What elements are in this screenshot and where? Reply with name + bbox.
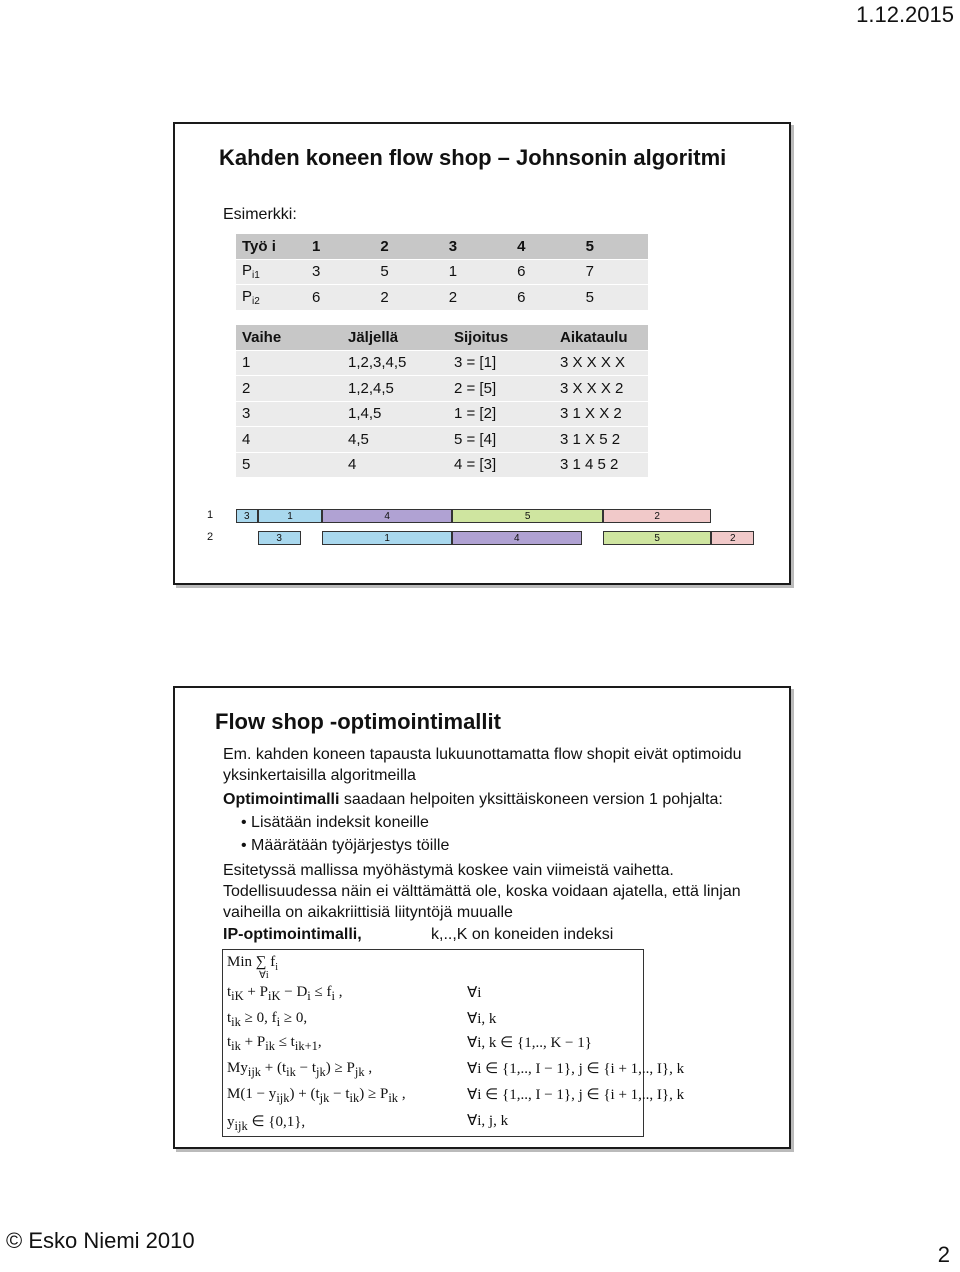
constraint-formula: $My_{ijk} + (t_{ik} - t_{jk}) \ge P_{jk}$ , <box>227 1060 373 1079</box>
gantt-job-bar: 3 <box>258 531 301 545</box>
table-cell: 5 <box>374 259 442 285</box>
table-cell: 7 <box>580 259 648 285</box>
gantt-machine-label: 1 <box>207 509 214 521</box>
table-header-cell: Aikataulu <box>554 325 648 350</box>
table-cell: 4 <box>236 427 342 453</box>
table-cell: 3 1 X X 2 <box>554 401 648 427</box>
jobs-table <box>236 234 648 311</box>
bullet-item: • Määrätään työjärjestys töille <box>241 837 450 854</box>
ip-note: k,..,K on koneiden indeksi <box>431 926 614 943</box>
table-row <box>236 259 648 285</box>
table-cell: 1 <box>236 350 342 376</box>
constraint-formula: $t_{iK} + P_{iK} - D_i \le f_i$ , <box>227 984 343 1003</box>
table-header-cell: Työ i <box>236 234 306 259</box>
table-cell: 2 = [5] <box>448 376 554 402</box>
table-row <box>236 376 648 402</box>
constraint-formula: $y_{ijk}$ ∈ {0,1}, <box>227 1114 306 1133</box>
bullet-item: • Lisätään indeksit koneille <box>241 814 429 831</box>
table-cell: 2 <box>443 285 511 311</box>
table-row <box>236 285 648 311</box>
gantt-job-bar: 4 <box>322 509 452 523</box>
table-header-cell: Sijoitus <box>448 325 554 350</box>
slide-title: Kahden koneen flow shop – Johnsonin algoritmi <box>219 145 727 170</box>
table-header-cell: Vaihe <box>236 325 342 350</box>
gantt-job-bar: 2 <box>603 509 711 523</box>
gantt-chart <box>175 509 789 559</box>
gantt-job-bar: 3 <box>236 509 258 523</box>
table-cell: 5 = [4] <box>448 427 554 453</box>
table-header-cell: 3 <box>443 234 511 259</box>
gantt-job-bar: 1 <box>322 531 452 545</box>
table-header-cell: 2 <box>374 234 442 259</box>
constraint-domain: ∀i ∈ {1,.., I − 1}, j ∈ {i + 1,.., I}, k <box>467 1061 685 1077</box>
steps-table <box>236 325 648 478</box>
constraint-domain: ∀i ∈ {1,.., I − 1}, j ∈ {i + 1,.., I}, k <box>467 1087 685 1103</box>
table-header-cell: 1 <box>306 234 374 259</box>
table-cell: 6 <box>511 285 579 311</box>
gantt-job-bar: 5 <box>603 531 711 545</box>
gantt-job-bar: 1 <box>258 509 323 523</box>
table-cell: 6 <box>511 259 579 285</box>
table-cell: 4 <box>342 452 448 478</box>
table-cell: 3 1 X 5 2 <box>554 427 648 453</box>
page-date: 1.12.2015 <box>856 2 954 27</box>
table-row <box>236 401 648 427</box>
table-cell: 1,2,4,5 <box>342 376 448 402</box>
objective-under: ∀i <box>259 970 269 981</box>
table-row <box>236 427 648 453</box>
gantt-machine-label: 2 <box>207 531 214 543</box>
row-label: $P_{i2}$ <box>236 285 306 311</box>
bold-term: Optimointimalli <box>223 791 340 808</box>
table-header-row <box>236 325 648 350</box>
table-header-cell: Jäljellä <box>342 325 448 350</box>
table-cell: 3 <box>306 259 374 285</box>
ip-label: IP-optimointimalli, <box>223 926 362 943</box>
slide-intro: Esimerkki: <box>223 206 297 223</box>
gantt-job-bar: 4 <box>452 531 582 545</box>
table-header-cell: 5 <box>580 234 648 259</box>
paragraph: Em. kahden koneen tapausta lukuunottamatta flow shopit eivät optimoidu yksinkertaisilla algoritmeilla <box>223 746 742 784</box>
paragraph-text: saadaan helpoiten yksittäiskoneen version 1 pohjalta: <box>339 791 723 808</box>
table-cell: 1,4,5 <box>342 401 448 427</box>
table-cell: 5 <box>580 285 648 311</box>
table-row <box>236 452 648 478</box>
table-cell: 3 <box>236 401 342 427</box>
slide-flowshop-models <box>173 686 791 1149</box>
constraint-formula: $t_{ik} + P_{ik} \le t_{ik+1}$, <box>227 1034 322 1053</box>
table-cell: 4,5 <box>342 427 448 453</box>
table-cell: 3 = [1] <box>448 350 554 376</box>
constraint-domain: ∀i, k <box>467 1011 497 1027</box>
constraint-domain: ∀i, j, k <box>467 1113 509 1129</box>
table-header-cell: 4 <box>511 234 579 259</box>
copyright: © Esko Niemi 2010 <box>6 1228 195 1253</box>
objective-formula: Min ∑ $f_i$ <box>227 954 278 973</box>
table-cell: 4 = [3] <box>448 452 554 478</box>
table-cell: 1,2,3,4,5 <box>342 350 448 376</box>
table-cell: 3 1 4 5 2 <box>554 452 648 478</box>
page-number: 2 <box>937 1242 950 1267</box>
constraint-domain: ∀i, k ∈ {1,.., K − 1} <box>467 1035 592 1051</box>
constraint-domain: ∀i <box>467 985 482 1001</box>
row-label: $P_{i1}$ <box>236 259 306 285</box>
table-cell: 2 <box>374 285 442 311</box>
gantt-job-bar: 5 <box>452 509 603 523</box>
gantt-job-bar: 2 <box>711 531 754 545</box>
table-cell: 1 <box>443 259 511 285</box>
paragraph: Esitetyssä mallissa myöhästymä koskee vain viimeistä vaihetta. Todellisuudessa näin ei välttämättä ole, koska voidaan ajatella, että linjan vaiheilla on aikakriittisiä liityntöjä muualle <box>223 862 741 921</box>
constraint-formula: $M(1 - y_{ijk}) + (t_{jk} - t_{ik}) \ge P_{ik}$ , <box>227 1086 406 1105</box>
table-cell: 6 <box>306 285 374 311</box>
paragraph <box>223 789 783 810</box>
table-header-row <box>236 234 648 259</box>
table-cell: 5 <box>236 452 342 478</box>
slide-title: Flow shop -optimointimallit <box>215 709 501 734</box>
table-cell: 3 X X X 2 <box>554 376 648 402</box>
slide-johnson <box>173 122 791 585</box>
table-row <box>236 350 648 376</box>
table-cell: 2 <box>236 376 342 402</box>
table-cell: 3 X X X X <box>554 350 648 376</box>
table-cell: 1 = [2] <box>448 401 554 427</box>
constraint-formula: $t_{ik} \ge 0$, $f_i \ge 0$, <box>227 1010 308 1029</box>
